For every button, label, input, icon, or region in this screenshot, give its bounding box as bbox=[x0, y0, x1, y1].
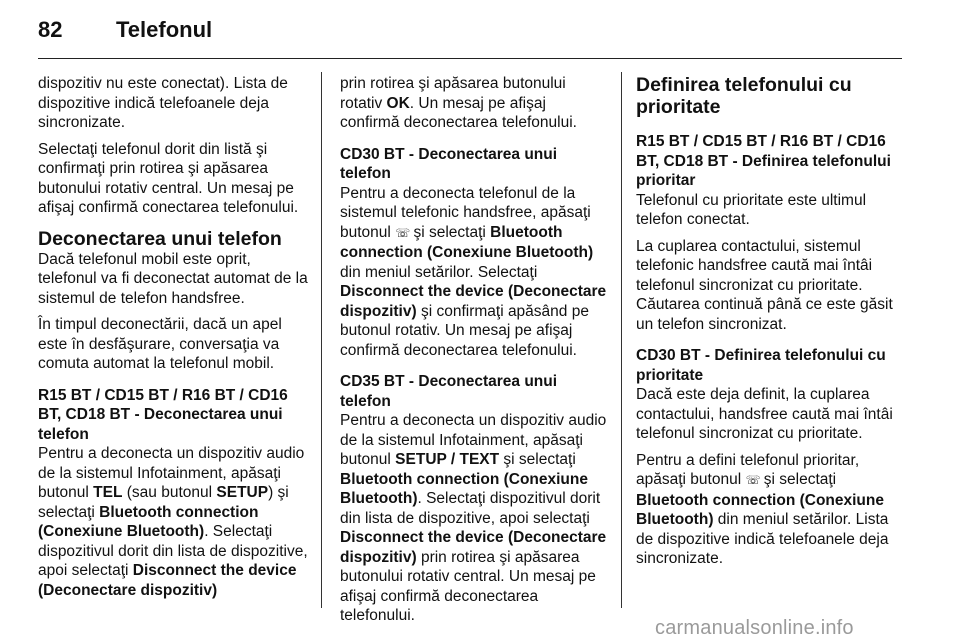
subheading-cd30-priority: CD30 BT - Definirea telefonului cu prioritate bbox=[636, 347, 886, 384]
column-left bbox=[38, 74, 308, 607]
ok-button-label: OK bbox=[386, 94, 410, 112]
tel-button-label: TEL bbox=[93, 484, 123, 501]
paragraph: Dacă telefonul mobil este oprit, telefonul va fi deconectat automat de la sistemul de telefon handsfree. bbox=[38, 250, 308, 307]
paragraph: dispozitiv nu este conectat). Lista de dispozitive indică telefoanele deja sincronizate. bbox=[38, 75, 288, 131]
menu-item-bluetooth: Bluetooth connection (Conexiune Bluetooth) bbox=[340, 223, 594, 261]
paragraph: La cuplarea contactului, sistemul telefonic handsfree caută mai întâi telefonul sincronizat cu prioritate. Căutarea continuă până ce este găsit un telefon sincronizat. bbox=[636, 237, 893, 333]
section-heading-priority: Definirea telefonului cu prioritate bbox=[636, 74, 852, 118]
header-divider bbox=[38, 58, 902, 59]
section-heading-disconnect: Deconectarea unui telefon bbox=[38, 227, 282, 250]
menu-item-bluetooth: Bluetooth connection (Conexiune Bluetooth) bbox=[636, 491, 884, 528]
paragraph: Pentru a deconecta telefonul de la sistemul telefonic handsfree, apăsaţi butonul ☏ şi selectaţi Bluetooth connection (Conexiune Bluetooth) din meniul setărilor. Selectaţi Disconnect the device (Deconectare dispozitiv) şi confirmaţi apăsând pe butonul rotativ. Un mesaj pe afişaj confirmă deconectarea telefonului. bbox=[340, 184, 607, 359]
setup-text-button-label: SETUP / TEXT bbox=[395, 451, 500, 468]
menu-item-disconnect: Disconnect the device (Deconectare dispozitiv) bbox=[340, 283, 607, 320]
menu-item-disconnect: Disconnect the device (Deconectare dispozitiv) bbox=[340, 529, 607, 566]
paragraph: Pentru a deconecta un dispozitiv audio de la sistemul Infotainment, apăsaţi butonul TEL (sau butonul SETUP) şi selectaţi Bluetooth connection (Conexiune Bluetooth). Selectaţi dispozitivul dorit din lista de dispozitive, apoi selectaţi Disconnect the device (Deconectare dispozitiv) bbox=[38, 445, 308, 599]
paragraph: Pentru a defini telefonul prioritar, apăsaţi butonul ☏ şi selectaţi Bluetooth connection (Conexiune Bluetooth) din meniul setărilor. Lista de dispozitive indică telefoanele deja sincronizate. bbox=[636, 451, 889, 567]
page-number: 82 bbox=[38, 17, 63, 42]
menu-item-disconnect: Disconnect the device (Deconectare dispozitiv) bbox=[38, 562, 297, 599]
page-header bbox=[0, 0, 960, 60]
setup-button-label: SETUP bbox=[216, 484, 269, 501]
paragraph: Telefonul cu prioritate este ultimul telefon conectat. bbox=[636, 191, 867, 228]
page-title: Telefonul bbox=[116, 17, 213, 42]
subheading-cd30-disconnect: CD30 BT - Deconectarea unui telefon bbox=[340, 145, 558, 182]
column-right bbox=[636, 74, 906, 576]
paragraph: Selectaţi telefonul dorit din listă şi confirmaţi prin rotirea şi apăsarea butonului rotativ central. Un mesaj pe afişaj confirmă conectarea telefonului. bbox=[38, 140, 299, 216]
paragraph: Pentru a deconecta un dispozitiv audio de la sistemul Infotainment, apăsaţi butonul SETUP / TEXT şi selectaţi Bluetooth connection (Conexiune Bluetooth). Selectaţi dispozitivul dorit din lista de dispozitive, apoi selectaţi Disconnect the device (Deconectare dispozitiv) prin rotirea şi apăsarea butonului rotativ central. Un mesaj pe afişaj confirmă deconectarea telefonului. bbox=[340, 412, 607, 624]
phone-icon: ☏ bbox=[395, 225, 411, 240]
subheading-r15-priority: R15 BT / CD15 BT / R16 BT / CD16 BT, CD18 BT - Definirea telefonului prioritar bbox=[636, 133, 891, 189]
menu-item-bluetooth: Bluetooth connection (Conexiune Bluetooth) bbox=[38, 503, 259, 540]
subheading-r15-disconnect: R15 BT / CD15 BT / R16 BT / CD16 BT, CD18 BT - Deconectarea unui telefon bbox=[38, 386, 288, 443]
watermark: carmanualsonline.info bbox=[655, 617, 854, 639]
subheading-cd35-disconnect: CD35 BT - Deconectarea unui telefon bbox=[340, 373, 558, 410]
column-divider-right bbox=[621, 72, 622, 608]
paragraph: În timpul deconectării, dacă un apel este în desfăşurare, conversaţia va comuta automat la telefonul mobil. bbox=[38, 316, 282, 372]
column-divider-left bbox=[321, 72, 322, 608]
paragraph: prin rotirea şi apăsarea butonului rotativ OK. Un mesaj pe afişaj confirmă deconectarea telefonului. bbox=[340, 75, 577, 131]
column-middle bbox=[340, 74, 608, 633]
menu-item-bluetooth: Bluetooth connection (Conexiune Bluetooth) bbox=[340, 470, 588, 507]
phone-icon: ☏ bbox=[745, 473, 761, 487]
paragraph: Dacă este deja definit, la cuplarea contactului, handsfree caută mai întâi telefonul sincronizat cu prioritate. bbox=[636, 386, 893, 442]
